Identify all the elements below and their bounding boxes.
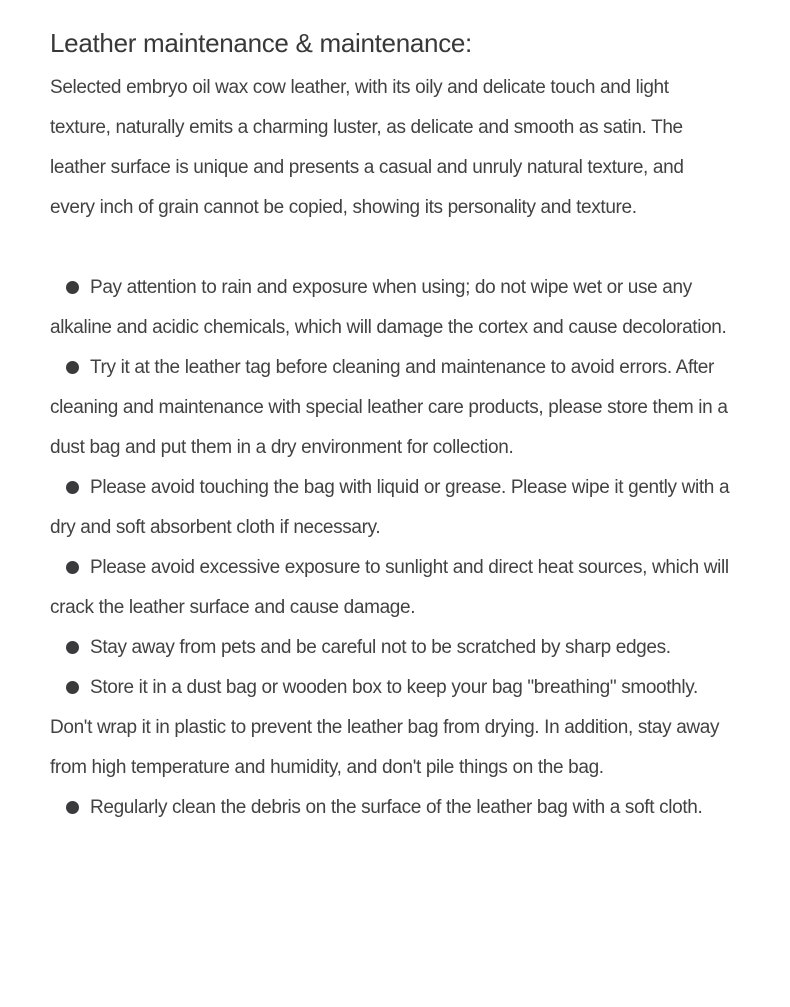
- bullet-icon: [66, 481, 79, 494]
- bullet-item: [50, 628, 732, 668]
- bullet-text: Regularly clean the debris on the surface of the leather bag with a soft cloth.: [90, 797, 703, 818]
- care-instructions-list: [50, 268, 732, 828]
- bullet-text: Try it at the leather tag before cleaning and maintenance to avoid errors. After cleaning and maintenance with special leather care products, please store them in a dust bag and put them in a dry environment for collection.: [50, 357, 728, 458]
- bullet-item: [50, 788, 732, 828]
- bullet-icon: [66, 801, 79, 814]
- bullet-icon: [66, 681, 79, 694]
- bullet-item: [50, 268, 732, 348]
- bullet-icon: [66, 561, 79, 574]
- bullet-item: [50, 348, 732, 468]
- bullet-item: [50, 548, 732, 628]
- intro-paragraph: Selected embryo oil wax cow leather, with its oily and delicate touch and light texture, naturally emits a charming luster, as delicate and smooth as satin. The leather surface is unique and presents a casual and unruly natural texture, and every inch of grain cannot be copied, showing its personality and texture.: [50, 77, 684, 218]
- bullet-text: Store it in a dust bag or wooden box to keep your bag "breathing" smoothly. Don't wrap it in plastic to prevent the leather bag from drying. In addition, stay away from high temperature and humidity, and don't pile things on the bag.: [50, 677, 720, 778]
- page-title: Leather maintenance & maintenance:: [50, 28, 472, 58]
- bullet-icon: [66, 361, 79, 374]
- bullet-item: [50, 468, 732, 548]
- bullet-icon: [66, 641, 79, 654]
- bullet-text: Stay away from pets and be careful not to be scratched by sharp edges.: [90, 637, 671, 658]
- bullet-text: Pay attention to rain and exposure when using; do not wipe wet or use any alkaline and acidic chemicals, which will damage the cortex and cause decoloration.: [50, 277, 727, 338]
- bullet-icon: [66, 281, 79, 294]
- bullet-item: [50, 668, 732, 788]
- bullet-text: Please avoid touching the bag with liquid or grease. Please wipe it gently with a dry and soft absorbent cloth if necessary.: [50, 477, 730, 538]
- bullet-text: Please avoid excessive exposure to sunlight and direct heat sources, which will crack the leather surface and cause damage.: [50, 557, 729, 618]
